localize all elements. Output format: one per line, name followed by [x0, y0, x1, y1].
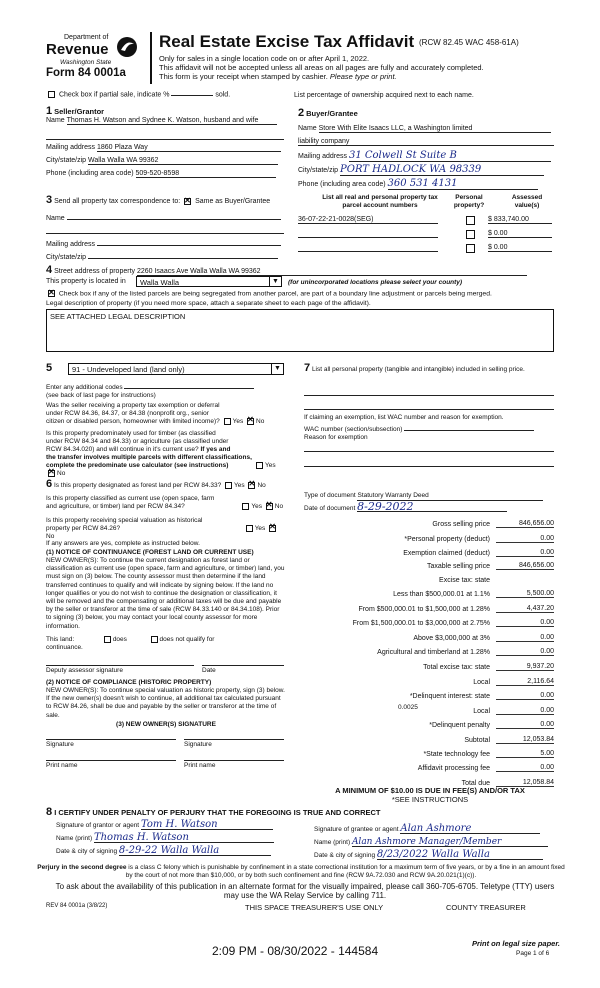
- form-instructions: Only for sales in a single location code on or after April 1, 2022. This affidavit will not be accepted unless all areas on all pages are fully and accurately completed. This form is your receipt when stamped by cashier. Please type or print.: [159, 54, 484, 81]
- fee-value[interactable]: 0.00: [496, 764, 554, 772]
- fee-label: *State technology fee: [423, 751, 490, 758]
- land-use-select[interactable]: 91 - Undeveloped land (land only) ▼: [68, 363, 284, 375]
- fee-label: From $500,000.01 to $1,500,000 at 1.28%: [358, 606, 490, 613]
- notice-compliance-text: NEW OWNER(S): To continue special valuation as historic property, sign (3) below. If the new owner(s) doesn't wish to continue, all additional tax calculated pursuant to RCW 84.26, shall be due and payable by the seller or transferor at the time of sale.: [46, 687, 285, 719]
- fee-value[interactable]: 846,656.00: [496, 520, 554, 528]
- page-number: Page 1 of 6: [516, 950, 550, 957]
- fee-value[interactable]: 12,053.84: [496, 736, 554, 744]
- fee-label: Local: [473, 679, 490, 686]
- current-use-no-checkbox[interactable]: [266, 503, 273, 510]
- ownership-note: List percentage of ownership acquired next to each name.: [294, 92, 474, 99]
- form-citation: (RCW 82.45 WAC 458-61A): [419, 38, 519, 47]
- fee-value[interactable]: 0.00: [496, 721, 554, 729]
- county-treasurer: COUNTY TREASURER: [446, 903, 526, 912]
- new-owner-print-line[interactable]: [46, 760, 176, 761]
- print-name-label-2: Print name: [184, 762, 216, 769]
- buyer-heading: 2 Buyer/Grantee: [298, 107, 358, 119]
- chevron-down-icon: ▼: [269, 277, 281, 286]
- sec5-num: 5: [46, 362, 53, 374]
- fee-value[interactable]: 0.00: [496, 648, 554, 656]
- buyer-city-field[interactable]: City/state/zip PORT HADLOCK WA 98339: [298, 164, 554, 176]
- parcel-row: $ 0.00: [298, 244, 554, 253]
- partial-sale-checkbox[interactable]: [48, 91, 55, 98]
- grantee-name-field[interactable]: Name (print) Alan Ashmore Manager/Member: [314, 838, 558, 847]
- fee-label: Above $3,000,000 at 3%: [413, 635, 490, 642]
- segregated-checkbox[interactable]: [48, 290, 55, 297]
- fee-value[interactable]: 0.00: [496, 634, 554, 642]
- doctype-field[interactable]: Type of document Statutory Warranty Deed: [304, 492, 554, 501]
- notice-continuance-text: NEW OWNER(S): To continue the current designation as forest land or classification as current use (open space, farm and agriculture, or timber) land, you must sign on (3) below. The county assessor must then determine if the land transferred continues to qualify and will indicate by signing below. If the land no longer qualifies or you do not wish to continue the designation or classification, it will be removed and the compensating or additional taxes will be due and payable by the seller or transferor at the time of sale (RCW 84.33.140 or 84.34.108). Prior to signing (3) below, you may contact your local county assessor for more information.: [46, 557, 285, 630]
- exemption-question: Was the seller receiving a property tax exemption or deferral under RCW 84.36, 84.37, or 84.38 (nonprofit org., senior citizen or disabled person, homeowner with limited income)? Yes ✕ No: [46, 402, 286, 426]
- rev-number: REV 84 0001a (3/8/22): [46, 903, 108, 909]
- street-address-field[interactable]: 4 Street address of property 2260 Isaacs Ave Walla Walla WA 99362: [46, 264, 554, 276]
- fee-label: *Delinquent interest: state: [409, 693, 490, 700]
- fee-label: *Personal property (deduct): [404, 536, 490, 543]
- correspondence-mail-field[interactable]: Mailing address: [46, 238, 284, 248]
- exemption-label: If claiming an exemption, list WAC number and reason for exemption.: [304, 414, 504, 421]
- new-owner-print-line2[interactable]: [184, 760, 284, 761]
- county-select[interactable]: Walla Walla ▼: [136, 276, 282, 287]
- correspondence-name-field[interactable]: Name: [46, 212, 284, 222]
- seller-mail-field[interactable]: Mailing address 1860 Plaza Way: [46, 144, 284, 152]
- form-title: Real Estate Excise Tax Affidavit: [159, 32, 415, 51]
- same-as-buyer-checkbox[interactable]: [184, 198, 191, 205]
- chevron-down-icon: ▼: [271, 364, 283, 374]
- fee-label: From $1,500,000.01 to $3,000,000 at 2.75%: [352, 620, 490, 627]
- fee-value[interactable]: 12,058.84: [496, 779, 554, 787]
- segregated-row: ✕ Check box if any of the listed parcels are being segregated from another parcel, are part of a boundary line adjustment or parcels being merged.: [46, 290, 556, 297]
- fee-label: Agricultural and timberland at 1.28%: [377, 649, 490, 656]
- certify-row: 8 I CERTIFY UNDER PENALTY OF PERJURY THAT THE FOREGOING IS TRUE AND CORRECT: [46, 806, 381, 818]
- fee-value[interactable]: 0.00: [496, 535, 554, 543]
- seller-name-field[interactable]: Name Thomas H. Watson and Sydnee K. Watson, husband and wife: [46, 117, 284, 125]
- correspondence-name-line2: [46, 226, 284, 234]
- additional-codes: Enter any additional codes (see back of last page for instructions): [46, 382, 286, 400]
- timber-question: Is this property predominately used for timber (as classified under RCW 84.34 and 84.33) or agriculture (as classified under RCW 84.34.020) and will continue in it's current use? If yes and the transfer involves multiple parcels with different classifications, complete the predominate use calculator (see instructions) Yes ✕No: [46, 430, 286, 478]
- grantee-date-field[interactable]: Date & city of signing 8/23/2022 Walla Walla: [314, 851, 558, 860]
- does-qualify-checkbox[interactable]: [104, 636, 111, 643]
- timestamp-stamp: 2:09 PM - 08/30/2022 - 144584: [212, 944, 379, 958]
- seller-heading: 1 Seller/Grantor: [46, 105, 105, 117]
- personal-property-checkbox[interactable]: [466, 244, 475, 253]
- grantee-sig-field[interactable]: Signature of grantee or agent Alan Ashmore: [314, 825, 558, 834]
- correspondence-row: 3 Send all property tax correspondence to: ✕ Same as Buyer/Grantee: [46, 194, 270, 206]
- print-legal: Print on legal size paper.: [472, 939, 560, 948]
- fee-value[interactable]: 2,116.64: [496, 678, 554, 686]
- legal-description-field[interactable]: SEE ATTACHED LEGAL DESCRIPTION: [46, 309, 554, 352]
- deputy-label: Deputy assessor signature: [46, 667, 123, 674]
- forest-yes-checkbox[interactable]: [225, 482, 232, 489]
- q1-yes-checkbox[interactable]: [224, 418, 231, 425]
- county-row: This property is located in: [46, 278, 126, 285]
- fee-label: Total due: [461, 780, 490, 787]
- buyer-mail-field[interactable]: Mailing address 31 Colwell St Suite B: [298, 150, 554, 162]
- signature-label: Signature: [46, 741, 74, 748]
- fee-label: Taxable selling price: [426, 563, 490, 570]
- grantor-name-field[interactable]: Name (print) Thomas H. Watson: [56, 834, 296, 843]
- fee-label: Excise tax: state: [439, 577, 490, 584]
- accessibility-notice: To ask about the availability of this publication in an alternate format for the visually impaired, please call 360-705-6705. Teletype (TTY) users may use the WA Relay Service by calling 711.: [55, 882, 555, 900]
- fee-label: Subtotal: [464, 737, 490, 744]
- historic-question: Is this property receiving special valuation as historical property per RCW 84.26? Yes ✕No: [46, 517, 286, 541]
- dept-line1: Department of: [64, 34, 109, 41]
- grantor-sig-field[interactable]: Signature of grantor or agent Tom H. Watson: [56, 821, 296, 830]
- fee-value[interactable]: 0.00: [496, 707, 554, 715]
- dor-swirl-icon: [116, 36, 138, 58]
- personal-header: Personal property?: [453, 194, 485, 209]
- current-use-yes-checkbox[interactable]: [242, 503, 249, 510]
- personal-property-line2[interactable]: [304, 409, 554, 410]
- county-note: (for unincorporated locations please select your county): [288, 279, 463, 286]
- current-use-question: Is this property classified as current use (open space, farm and agriculture, or timber) land per RCW 84.34? Yes ✕ No: [46, 495, 286, 511]
- partial-sale-row: Check box if partial sale, indicate % sold.: [46, 91, 230, 98]
- fee-value[interactable]: 9,937.20: [496, 663, 554, 671]
- fee-value[interactable]: 5,500.00: [496, 590, 554, 598]
- q2-no-checkbox[interactable]: [48, 470, 55, 477]
- signature-label-2: Signature: [184, 741, 212, 748]
- fee-label: Total excise tax: state: [423, 664, 490, 671]
- grantor-date-field[interactable]: Date & city of signing 8-29-22 Walla Walla: [56, 847, 296, 856]
- fee-label: Local: [473, 708, 490, 715]
- parcel-row: $ 0.00: [298, 230, 554, 239]
- q2-yes-checkbox[interactable]: [256, 462, 263, 469]
- treasurer-only: THIS SPACE TREASURER'S USE ONLY: [245, 903, 384, 912]
- fee-value[interactable]: 0.00: [496, 692, 554, 700]
- buyer-name-field[interactable]: Name Store With Elite Isaacs LLC, a Washington limited: [298, 125, 554, 133]
- forest-no-checkbox[interactable]: [248, 482, 255, 489]
- fee-label: Exemption claimed (deduct): [403, 550, 490, 557]
- deputy-sig-line[interactable]: [46, 665, 194, 666]
- q1-no-checkbox[interactable]: [247, 418, 254, 425]
- fee-value[interactable]: 0.00: [496, 619, 554, 627]
- notice-compliance-heading: (2) NOTICE OF COMPLIANCE (HISTORIC PROPERTY): [46, 679, 212, 686]
- see-instructions: *SEE INSTRUCTIONS: [391, 795, 469, 804]
- personal-property-line[interactable]: [304, 395, 554, 396]
- buyer-phone-field[interactable]: Phone (including area code) 360 531 4131: [298, 178, 554, 190]
- fee-value[interactable]: 5.00: [496, 750, 554, 758]
- deputy-date-line[interactable]: [202, 665, 284, 666]
- local-rate: 0.0025: [398, 704, 418, 711]
- fee-value[interactable]: 4,437.20: [496, 605, 554, 613]
- seller-phone-field[interactable]: Phone (including area code) 509-520-8598: [46, 170, 284, 178]
- notice-continuance-heading: (1) NOTICE OF CONTINUANCE (FOREST LAND OR CURRENT USE): [46, 549, 254, 556]
- print-name-label: Print name: [46, 762, 78, 769]
- docdate-field[interactable]: Date of document 8-29-2022: [304, 503, 554, 513]
- personal-property-checkbox[interactable]: [466, 230, 475, 239]
- parcel-header: List all real and personal property tax parcel account numbers: [322, 194, 438, 209]
- reason-label: Reason for exemption: [304, 434, 368, 441]
- instruction-note: If any answers are yes, complete as instructed below.: [46, 540, 200, 547]
- legal-label: Legal description of property (if you need more space, attach a separate sheet to each page of the affidavit).: [46, 300, 371, 307]
- this-land-row: This land: does does not qualify for continuance.: [46, 636, 215, 652]
- form-number: Form 84 0001a: [46, 67, 126, 79]
- minimum-note: A MINIMUM OF $10.00 IS DUE IN FEE(S) AND/OR TAX: [335, 786, 525, 795]
- dept-line3: Washington State: [60, 59, 112, 66]
- new-owner-sig-heading: (3) NEW OWNER(S) SIGNATURE: [116, 721, 216, 728]
- dept-line2: Revenue: [46, 41, 109, 58]
- historic-yes-checkbox[interactable]: [246, 525, 253, 532]
- correspondence-city-field[interactable]: City/state/zip: [46, 251, 284, 261]
- personal-property-row: 7 List all personal property (tangible and intangible) included in selling price.: [304, 362, 525, 374]
- reason-line2[interactable]: [304, 466, 554, 467]
- fee-value[interactable]: 0.00: [496, 549, 554, 557]
- fee-value[interactable]: 846,656.00: [496, 562, 554, 570]
- fee-label: Gross selling price: [432, 521, 490, 528]
- seller-city-field[interactable]: City/state/zip Walla Walla WA 99362: [46, 157, 284, 165]
- new-owner-sig-line2[interactable]: [184, 739, 284, 740]
- parcel-row: 36-07-22-21-0028(SEG) $ 833,740.00: [298, 216, 554, 225]
- new-owner-sig-line[interactable]: [46, 739, 176, 740]
- fee-label: Less than $500,000.01 at 1.1%: [393, 591, 490, 598]
- perjury-notice: Perjury in the second degree is a class C felony which is punishable by confinement in a state correctional institution for a maximum term of five years, or by a fine in an amount fixed by the court of not more than $10,000, or by both such confinement and fine (RCW 9A.72.030 and RCW 9A.20.021(1)(c)).: [37, 864, 565, 879]
- fee-label: Affidavit processing fee: [417, 765, 490, 772]
- fee-label: *Delinquent penalty: [429, 722, 490, 729]
- personal-property-checkbox[interactable]: [466, 216, 475, 225]
- forest-question: 6 Is this property designated as forest land per RCW 84.33? Yes ✕ No: [46, 480, 286, 490]
- seller-name-line2: [46, 131, 284, 140]
- historic-no-checkbox[interactable]: [269, 525, 276, 532]
- reason-line[interactable]: [304, 451, 554, 452]
- buyer-name-line2: liability company: [298, 138, 554, 146]
- does-not-qualify-checkbox[interactable]: [151, 636, 158, 643]
- deputy-date-label: Date: [202, 667, 216, 674]
- assessed-header: Assessed value(s): [511, 194, 543, 209]
- wac-field[interactable]: WAC number (section/subsection): [304, 424, 554, 434]
